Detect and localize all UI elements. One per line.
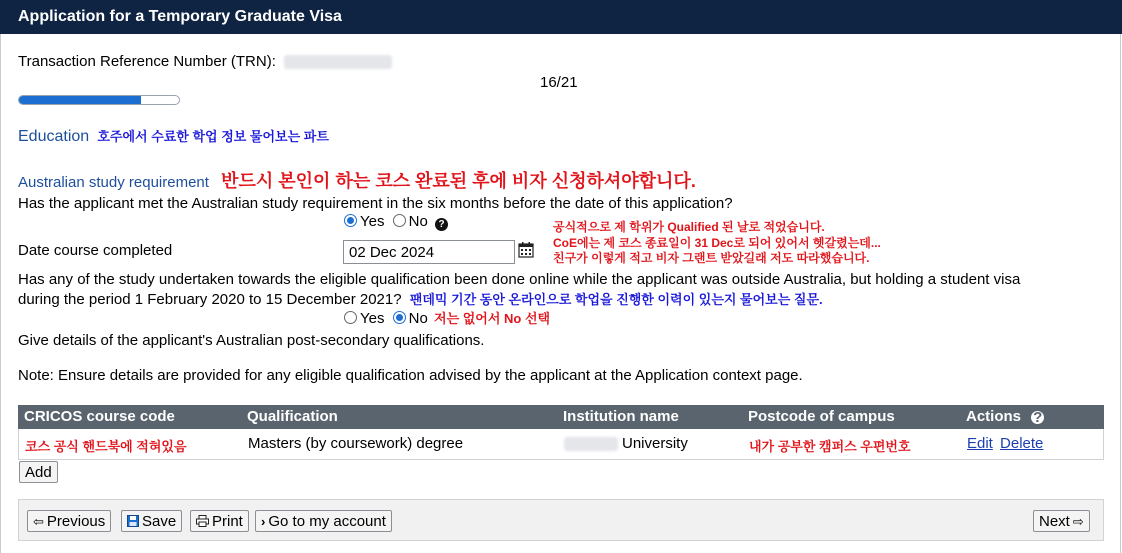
progress-bar	[18, 95, 180, 105]
education-annotation: 호주에서 수료한 학업 정보 물어보는 파트	[97, 129, 329, 144]
trn-row	[18, 53, 392, 70]
column-header-qualification: Qualification	[247, 408, 338, 425]
column-header-institution: Institution name	[563, 408, 679, 425]
column-header-postcode: Postcode of campus	[748, 408, 895, 425]
print-button[interactable]	[190, 510, 249, 532]
edit-link[interactable]: Edit	[967, 435, 993, 452]
study-requirement-yes-radio[interactable]	[344, 214, 357, 227]
window-title: Application for a Temporary Graduate Visa	[18, 8, 342, 25]
delete-link[interactable]: Delete	[1000, 435, 1044, 452]
study-requirement-annotation: 반드시 본인이 하는 코스 완료된 후에 비자 신청하셔야합니다.	[221, 171, 696, 191]
cricos-annotation: 코스 공식 핸드북에 적혀있음	[25, 439, 187, 454]
add-button-label: Add	[25, 464, 52, 481]
save-button[interactable]	[121, 510, 182, 532]
study-requirement-no-radio[interactable]	[393, 214, 406, 227]
qualifications-table-header	[18, 405, 1104, 429]
printer-icon	[196, 515, 209, 527]
online-study-radio-group	[344, 308, 550, 327]
column-header-actions	[966, 408, 1044, 425]
arrow-right-icon: ⇨	[1072, 514, 1084, 529]
add-button[interactable]	[19, 461, 58, 483]
institution-cell	[564, 435, 688, 452]
progress-text: 16/21	[540, 74, 578, 91]
help-icon[interactable]: ?	[435, 218, 448, 231]
online-study-question-line2: during the period 1 February 2020 to 15 December 2021?	[18, 291, 402, 308]
education-heading: Education	[18, 128, 90, 145]
qualifications-intro: Give details of the applicant's Australian post-secondary qualifications.	[18, 332, 485, 349]
table-row	[18, 429, 1104, 460]
save-button-label: Save	[142, 513, 177, 530]
chevron-right-icon: ›	[261, 514, 266, 529]
go-to-account-button[interactable]	[255, 510, 392, 532]
actions-help-icon[interactable]: ?	[1033, 409, 1043, 426]
progress-fill	[19, 96, 141, 104]
qualified-date-annotation-1: 공식적으로 제 학위가 Qualified 된 날로 적었습니다.	[553, 220, 825, 234]
study-requirement-row	[18, 167, 696, 193]
column-header-cricos: CRICOS course code	[24, 408, 175, 425]
actions-cell	[967, 435, 1043, 452]
institution-suffix: University	[622, 435, 688, 452]
online-study-selected-annotation: 저는 없어서 No 선택	[434, 311, 551, 326]
date-completed-label: Date course completed	[18, 242, 173, 259]
study-requirement-no-label: No	[408, 213, 428, 230]
online-study-question-line2-row	[18, 289, 823, 308]
online-study-question-line1: Has any of the study undertaken towards the eligible qualification been done online while the applicant was outside Australia, but holding a student visa	[18, 271, 1021, 288]
save-icon	[127, 515, 139, 527]
calendar-icon[interactable]	[518, 241, 534, 258]
window-title-bar	[0, 0, 1122, 34]
online-study-yes-label: Yes	[360, 310, 385, 327]
study-requirement-radio-group	[344, 213, 448, 231]
previous-button-label: Previous	[46, 513, 106, 530]
print-button-label: Print	[212, 513, 243, 530]
online-study-annotation: 팬데믹 기간 동안 온라인으로 학업을 진행한 이력이 있는지 물어보는 질문.	[409, 292, 823, 307]
online-study-no-label: No	[408, 310, 428, 327]
qualified-date-annotation-2: CoE에는 제 코스 종료일이 31 Dec로 되어 있어서 헷갈렸는데...	[553, 236, 881, 250]
qualification-cell: Masters (by coursework) degree	[248, 435, 464, 452]
qualifications-note: Note: Ensure details are provided for any eligible qualification advised by the applicant at the Application context page.	[18, 367, 803, 384]
next-button[interactable]	[1033, 510, 1090, 532]
arrow-left-icon: ⇦	[33, 514, 44, 529]
online-study-no-radio[interactable]	[393, 311, 406, 324]
study-requirement-question: Has the applicant met the Australian study requirement in the six months before the date of this application?	[18, 195, 733, 212]
next-button-label: Next	[1039, 513, 1070, 530]
date-completed-input[interactable]	[344, 241, 514, 263]
postcode-annotation: 내가 공부한 캠퍼스 우편번호	[749, 439, 911, 454]
study-requirement-yes-label: Yes	[360, 213, 385, 230]
education-heading-row	[18, 126, 329, 146]
qualified-date-annotation-3: 친구가 이렇게 적고 비자 그랜트 받았길래 저도 따라했습니다.	[553, 251, 870, 265]
online-study-yes-radio[interactable]	[344, 311, 357, 324]
study-requirement-heading: Australian study requirement	[18, 174, 209, 191]
previous-button[interactable]	[27, 510, 111, 532]
trn-label: Transaction Reference Number (TRN):	[18, 53, 276, 70]
institution-name-redacted	[564, 437, 618, 451]
date-completed-field[interactable]	[343, 240, 515, 264]
go-to-account-label: Go to my account	[268, 513, 386, 530]
trn-value-redacted	[284, 55, 392, 69]
column-header-actions-label: Actions	[966, 408, 1022, 425]
